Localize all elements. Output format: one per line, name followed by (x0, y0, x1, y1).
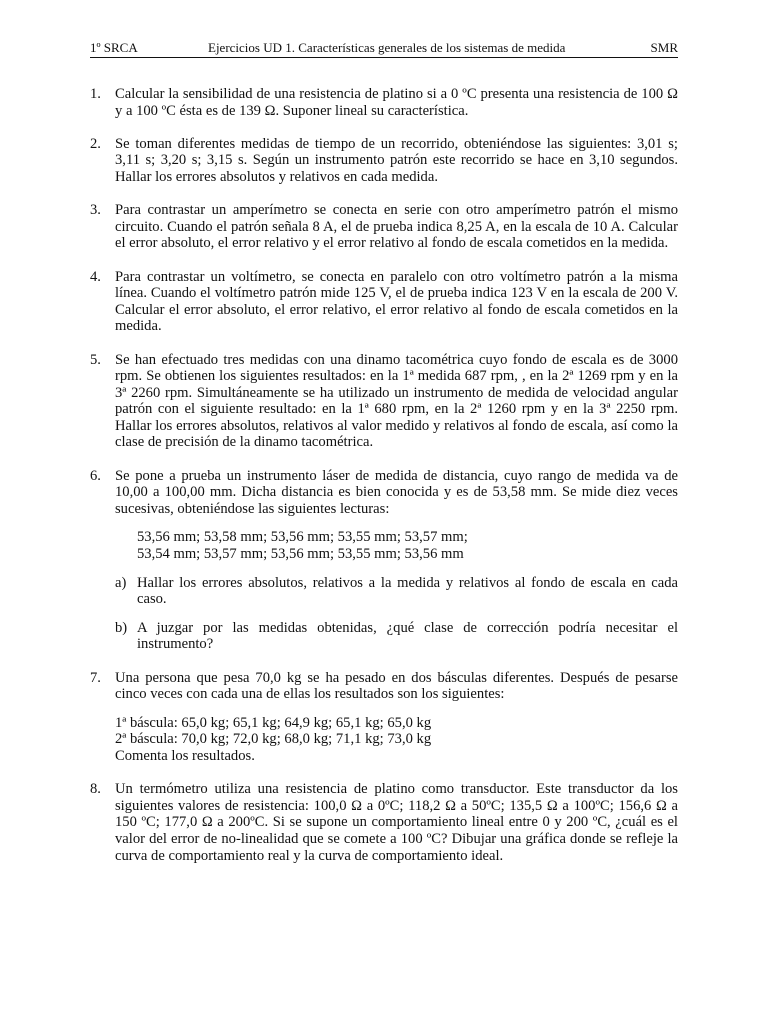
exercise-1 (90, 86, 678, 119)
readings-line: 53,56 mm; 53,58 mm; 53,56 mm; 53,55 mm; 53,57 mm; (137, 529, 468, 546)
subitem-text: A juzgar por las medidas obtenidas, ¿qué clase de corrección podría necesitar el instrumento? (137, 619, 678, 653)
scale-results (115, 715, 678, 748)
exercise-4 (90, 269, 678, 335)
scale-line-2: 2ª báscula: 70,0 kg; 72,0 kg; 68,0 kg; 71,1 kg; 73,0 kg (115, 731, 432, 748)
exercise-number: 4. (90, 268, 101, 285)
exercise-text: Para contrastar un voltímetro, se conecta en paralelo con otro voltímetro patrón a la misma línea. Cuando el voltímetro patrón mide 125 V, el de prueba indica 123 V en la escala de 200 V. Calcular el error absoluto, el error relativo, el error relativo al fondo de escala cometidos en la medida. (115, 268, 678, 335)
exercise-5 (90, 352, 678, 452)
exercise-number: 5. (90, 351, 101, 368)
exercise-text: Un termómetro utiliza una resistencia de platino como transductor. Este transductor da los siguientes valores de resistencia: 100,0 Ω a 0ºC; 118,2 Ω a 50ºC; 135,5 Ω a 100ºC; 156,6 Ω a 150 ºC; 177,0 Ω a 200ºC. Si se supone un comportamiento lineal entre 0 y 200 ºC, ¿cuál es el valor del error de no-linealidad que se comete a 100 ºC? Dibujar una gráfica donde se refleje la curva de comportamiento real y la curva de comportamiento ideal. (115, 781, 678, 864)
exercise-text: Una persona que pesa 70,0 kg se ha pesado en dos básculas diferentes. Después de pesarse cinco veces con cada una de ellas los resultados son los siguientes: (115, 669, 678, 703)
subitem-label: b) (115, 619, 128, 636)
readings-line: 53,54 mm; 53,57 mm; 53,56 mm; 53,55 mm; 53,56 mm (137, 546, 464, 563)
subitem-b (115, 620, 678, 653)
subitem-a (115, 575, 678, 608)
exercise-3 (90, 202, 678, 252)
exercise-number: 3. (90, 202, 101, 219)
readings-block (137, 529, 678, 562)
subitem-text: Hallar los errores absolutos, relativos a la medida y relativos al fondo de escala en cada caso. (137, 574, 678, 608)
exercise-number: 2. (90, 135, 101, 152)
header-title: Ejercicios UD 1. Características generales de los sistemas de medida (208, 40, 566, 55)
exercise-7 (90, 670, 678, 765)
exercise-number: 1. (90, 86, 101, 102)
subitem-label: a) (115, 574, 127, 591)
header-module: SMR (650, 40, 678, 55)
exercise-2 (90, 136, 678, 186)
exercise-number: 6. (90, 467, 101, 484)
exercise-number: 8. (90, 781, 101, 798)
page-header (90, 40, 678, 58)
exercise-text: Se han efectuado tres medidas con una dinamo tacométrica cuyo fondo de escala es de 3000 rpm. Se obtienen los siguientes resultados: en la 1ª medida 687 rpm, , en la 2ª 1269 rpm y en la 3ª 2260 rpm. Simultáneamente se ha utilizado un instrumento de medida de velocidad angular patrón con el siguiente resultado: en la 1ª 680 rpm, en la 2ª 1260 rpm y en la 3ª 2250 rpm. Hallar los errores absolutos, relativos al valor medido y relativos al fondo de escala, así como la clase de precisión de la dinamo tacométrica. (115, 351, 678, 451)
exercise-6 (90, 468, 678, 653)
exercise-text: Para contrastar un amperímetro se conecta en serie con otro amperímetro patrón el mismo circuito. Cuando el patrón señala 8 A, el de prueba indica 8,25 A, en la escala de 10 A. Calcular el error absoluto, el error relativo y el error relativo al fondo de escala cometidos en la medida. (115, 202, 678, 252)
exercise-8 (90, 781, 678, 864)
scale-line-1: 1ª báscula: 65,0 kg; 65,1 kg; 64,9 kg; 65,1 kg; 65,0 kg (115, 714, 432, 731)
exercise-closing: Comenta los resultados. (115, 747, 255, 764)
exercise-text: Se toman diferentes medidas de tiempo de un recorrido, obteniéndose las siguientes: 3,01 s; 3,11 s; 3,20 s; 3,15 s. Según un instrumento patrón este recorrido se hace en 3,10 segundos. Hallar los errores absolutos y relativos en cada medida. (115, 135, 678, 185)
exercise-text: Calcular la sensibilidad de una resistencia de platino si a 0 ºC presenta una resistencia de 100 Ω y a 100 ºC ésta es de 139 Ω. Suponer lineal su característica. (115, 86, 678, 119)
exercise-list (90, 86, 678, 881)
exercise-text: Se pone a prueba un instrumento láser de medida de distancia, cuyo rango de medida va de 10,00 a 100,00 mm. Dicha distancia es bien conocida y es de 53,58 mm. Se mide diez veces sucesivas, obteniéndose las siguientes lecturas: (115, 467, 678, 517)
header-course: 1º SRCA (90, 40, 138, 55)
exercise-number: 7. (90, 669, 101, 686)
